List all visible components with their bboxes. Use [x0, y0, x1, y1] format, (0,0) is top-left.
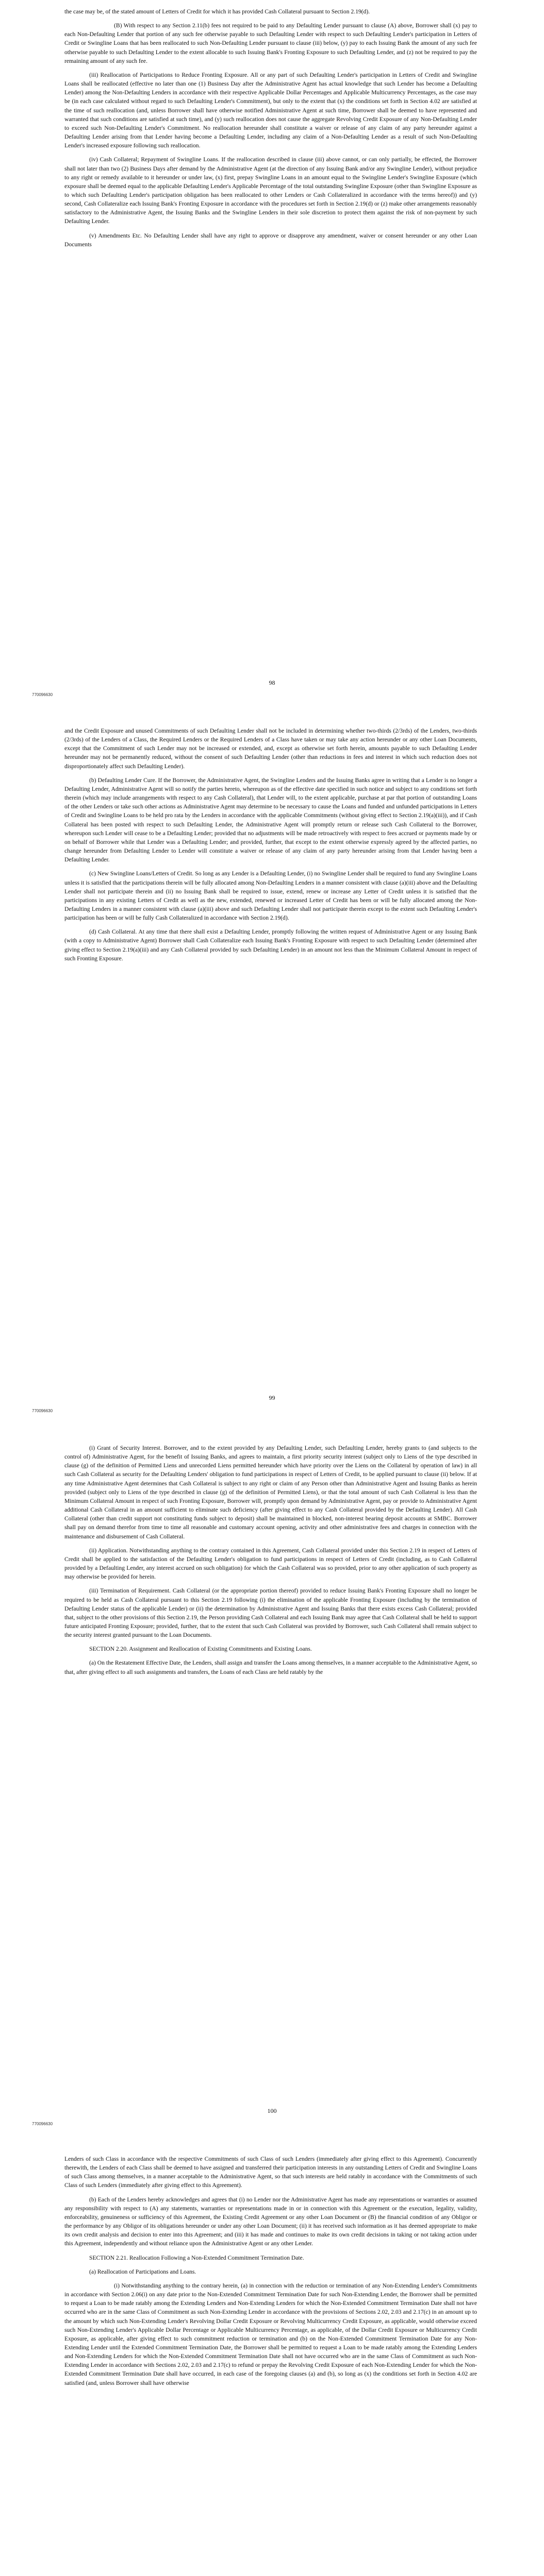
paragraph: (c) New Swingline Loans/Letters of Credit. So long as any Lender is a Defaulting Lender, (i) no Swingline Lender shall be required to fund any Swingline Loans unless it is satisfied that the participations therein will be fully allocated among Non-Defaulting Lenders in a manner consistent with clause (a)(iii) above and the Defaulting Lender shall not participate therein and (ii) no Issuing Bank shall be required to issue, extend, renew or increase any Letter of Credit unless it is satisfied that the participations in any existing Letters of Credit as well as the new, extended, renewed or increased Letter of Credit has been or will be fully allocated among the Non-Defaulting Lenders in a manner consistent with clause (a)(iii) above and such Defaulting Lender shall not participate therein except to the extent such Defaulting Lender's participation has been or will be fully Cash Collateralized in accordance with Section 2.19(d).	[64, 870, 477, 922]
document-id: 770096630	[32, 1409, 53, 1413]
page-100-body	[64, 1444, 477, 1682]
paragraph: (v) Amendments Etc. No Defaulting Lender shall have any right to approve or disapprove any amendment, waiver or consent hereunder or any other Loan Documents	[64, 232, 477, 248]
section-heading: SECTION 2.20. Assignment and Reallocation of Existing Commitments and Existing Loans.	[89, 1646, 312, 1653]
page-number: 99	[269, 1394, 275, 1401]
page-98-body	[64, 7, 477, 254]
section-heading: SECTION 2.21. Reallocation Following a Non-Extended Commitment Termination Date.	[89, 2254, 304, 2261]
paragraph: (iii) Reallocation of Participations to Reduce Fronting Exposure. All or any part of such Defaulting Lender's participation in Letters of Credit and Swingline Loans shall be reallocated (effective no later than one (1) Business Day after the Administrative Agent has actual knowledge that such Lender has become a Defaulting Lender) among the Non-Defaulting Lenders in accordance with their respective Applicable Dollar Percentages and Applicable Multicurrency Percentages, as the case may be (in each case calculated without regard to such Defaulting Lender's Commitment), but only to the extent that (x) the conditions set forth in Section 4.02 are satisfied at the time of such reallocation (and, unless Borrower shall have otherwise notified Administrative Agent at such time, Borrower shall be deemed to have represented and warranted that such conditions are satisfied at such time), and (y) such reallocation does not cause the aggregate Revolving Credit Exposure of any Non-Defaulting Lender to exceed such Non-Defaulting Lender's Commitment. No reallocation hereunder shall constitute a waiver or release of any claim of any party hereunder against a Defaulting Lender arising from that Lender having become a Defaulting Lender, including any claim of a Non-Defaulting Lender as a result of such Non-Defaulting Lender's increased exposure following such reallocation.	[64, 71, 477, 149]
paragraph: (iv) Cash Collateral; Repayment of Swingline Loans. If the reallocation described in clause (iii) above cannot, or can only partially, be effected, the Borrower shall not later than two (2) Business Days after demand by the Administrative Agent (at the direction of any Issuing Bank and/or any Swingline Lender), without prejudice to any right or remedy available to it hereunder or under law, (x) first, prepay Swingline Loans in an amount equal to the Swingline Lender's Swingline Exposure (which exposure shall be deemed equal to the applicable Defaulting Lender's Applicable Percentage of the total outstanding Swingline Exposure (other than Swingline Exposure as to which such Defaulting Lender's participation obligation has been reallocated to other Lenders or Cash Collateralized in accordance with the terms hereof)) and (y) second, Cash Collateralize each Issuing Bank's Fronting Exposure in accordance with the procedures set forth in Section 2.19(d) or (z) make other arrangements reasonably satisfactory to the Administrative Agent, the Issuing Banks and the Swingline Lenders in their sole discretion to protect them against the risk of non-payment by such Defaulting Lender.	[64, 156, 477, 225]
document-id: 770096630	[32, 692, 53, 697]
paragraph: (a) On the Restatement Effective Date, the Lenders, shall assign and transfer the Loans among themselves, in a manner acceptable to the Administrative Agent, so that, after giving effect to all such assignments and transfers, the Loans of each Class are held ratably by the	[64, 1659, 477, 1675]
paragraph: and the Credit Exposure and unused Commitments of such Defaulting Lender shall not be included in determining whether two-thirds (2/3rds) of the Lenders, two-thirds (2/3rds) of the Lenders of a Class, the Required Lenders or the Required Lenders of a Class have taken or may take any action hereunder or any other Loan Documents, except that the Commitment of such Lender may not be increased or extended, and, except as otherwise set forth herein, amounts payable to such Defaulting Lender hereunder may not be permanently reduced, without the consent of such Defaulting Lender (other than reductions in fees and interest in which such reduction does not disproportionately affect such Defaulting Lender).	[64, 727, 477, 770]
paragraph: (i) Grant of Security Interest. Borrower, and to the extent provided by any Defaulting Lender, such Defaulting Lender, hereby grants to (and subjects to the control of) Administrative Agent, for the benefit of Issuing Banks, and agrees to maintain, a first priority security interest (subject only to Liens of the type described in clause (g) of the definition of Permitted Liens and unrecorded Liens permitted hereunder which have priority over the Liens on the Collateral by operation of law) in all such Cash Collateral as security for the Defaulting Lenders' obligation to fund participations in respect of Letters of Credit, to be applied pursuant to clause (ii) below. If at any time Administrative Agent determines that Cash Collateral is subject to any right or claim of any Person other than Administrative Agent and Issuing Banks as herein provided (subject only to Liens of the type described in clause (g) of the definition of Permitted Liens), or that the total amount of such Cash Collateral is less than the Minimum Collateral Amount in respect of such Fronting Exposure, Borrower will, promptly upon demand by Administrative Agent, pay or provide to Administrative Agent additional Cash Collateral in an amount sufficient to eliminate such deficiency (after giving effect to any Cash Collateral provided by the Defaulting Lender). All Cash Collateral (other than credit support not constituting funds subject to deposit) shall be maintained in blocked, non-interest bearing deposit accounts at SMBC. Borrower shall pay on demand therefor from time to time all reasonable and customary account opening, activity and other administrative fees and charges in connection with the maintenance and disbursement of Cash Collateral.	[64, 1445, 477, 1540]
page-number: 100	[267, 2107, 277, 2114]
subsection-heading: (a) Reallocation of Participations and Loans.	[89, 2268, 196, 2275]
paragraph: (b) Each of the Lenders hereby acknowledges and agrees that (i) no Lender nor the Administrative Agent has made any representations or warranties or assumed any responsibility with respect to (A) any statements, warranties or representations made in or in connection with this Agreement or the execution, legality, validity, enforceability, genuineness or sufficiency of this Agreement, the Existing Credit Agreement or any other Loan Document or (B) the financial condition of any Obligor or the performance by any Obligor of its obligations hereunder or under any other Loan Document; (ii) it has received such information as it has deemed appropriate to make its own credit analysis and decision to enter into this Agreement; and (iii) it has made and continues to make its own credit decisions in taking or not taking action under this Agreement, independently and without reliance upon the Administrative Agent or any other Lender.	[64, 2196, 477, 2247]
document-id: 770096630	[32, 2122, 53, 2126]
paragraph: (B) With respect to any Section 2.11(b) fees not required to be paid to any Defaulting Lender pursuant to clause (A) above, Borrower shall (x) pay to each Non-Defaulting Lender that portion of any such fee otherwise payable to such Defaulting Lender with respect to such Defaulting Lender's participation in Letters of Credit or Swingline Loans that has been reallocated to such Non-Defaulting Lender pursuant to clause (iii) below, (y) pay to each Issuing Bank the amount of any such fee otherwise payable to such Defaulting Lender to the extent allocable to such Issuing Bank's Fronting Exposure to such Defaulting Lender, and (z) not be required to pay the remaining amount of any such fee.	[64, 22, 477, 64]
paragraph: (ii) Application. Notwithstanding anything to the contrary contained in this Agreement, Cash Collateral provided under this Section 2.19 in respect of Letters of Credit shall be applied to the satisfaction of the Defaulting Lender's obligation to fund participations in respect of Letters of Credit (including, as to Cash Collateral provided by a Defaulting Lender, any interest accrued on such obligation) for which the Cash Collateral was so provided, prior to any other application of such property as may otherwise be provided for herein.	[64, 1547, 477, 1581]
page-number: 98	[269, 679, 275, 686]
paragraph: (d) Cash Collateral. At any time that there shall exist a Defaulting Lender, promptly following the written request of Administrative Agent or any Issuing Bank (with a copy to Administrative Agent) Borrower shall Cash Collateralize each Issuing Bank's Fronting Exposure with respect to such Defaulting Lender (determined after giving effect to Section 2.19(a)(iii) and any Cash Collateral provided by such Defaulting Lender) in an amount not less than the Minimum Collateral Amount in respect of such Fronting Exposure.	[64, 928, 477, 962]
paragraph: (b) Defaulting Lender Cure. If the Borrower, the Administrative Agent, the Swingline Lenders and the Issuing Banks agree in writing that a Lender is no longer a Defaulting Lender, Administrative Agent will so notify the parties hereto, whereupon as of the effective date specified in such notice and subject to any conditions set forth therein (which may include arrangements with respect to any Cash Collateral), that Lender will, to the extent applicable, purchase at par that portion of outstanding Loans of the other Lenders or take such other actions as Administrative Agent may determine to be necessary to cause the Loans and funded and unfunded participations in Letters of Credit and Swingline Loans to be held pro rata by the Lenders in accordance with the applicable Commitments (without giving effect to Section 2.19(a)(iii)), and if Cash Collateral has been posted with respect to such Defaulting Lender, the Administrative Agent will promptly return or release such Cash Collateral to the Borrower, whereupon such Lender will cease to be a Defaulting Lender; provided that no adjustments will be made retroactively with respect to fees accrued or payments made by or on behalf of Borrower while that Lender was a Defaulting Lender; and provided, further, that except to the extent otherwise expressly agreed by the affected parties, no change hereunder from Defaulting Lender to Lender will constitute a waiver or release of any claim of any party hereunder arising from that Lender having been a Defaulting Lender.	[64, 776, 477, 863]
page-101-body	[64, 2155, 477, 2393]
paragraph: the case may be, of the stated amount of Letters of Credit for which it has provided Cash Collateral pursuant to Section 2.19(d).	[64, 8, 370, 15]
paragraph: (iii) Termination of Requirement. Cash Collateral (or the appropriate portion thereof) provided to reduce Issuing Bank's Fronting Exposure shall no longer be required to be held as Cash Collateral pursuant to this Section 2.19 following (i) the elimination of the applicable Fronting Exposure (including by the termination of Defaulting Lender status of the applicable Lender) or (ii) the determination by Administrative Agent and Issuing Banks that there exists excess Cash Collateral; provided that, subject to the other provisions of this Section 2.19, the Person providing Cash Collateral and each Issuing Bank may agree that Cash Collateral shall be held to support future anticipated Fronting Exposure; provided, further, that to the extent that such Cash Collateral was provided by Borrower, such Cash Collateral shall remain subject to the security interest granted pursuant to the Loan Documents.	[64, 1587, 477, 1639]
paragraph: Lenders of such Class in accordance with the respective Commitments of such Class of such Lenders (immediately after giving effect to this Agreement). Concurrently therewith, the Lenders of each Class shall be deemed to have assigned and transferred their participation interests in any outstanding Letters of Credit and Swingline Loans of such Class among themselves, in a manner acceptable to the Administrative Agent, so that such interests are held ratably in accordance with the Commitments of such Class of such Lenders (immediately after giving effect to this Agreement).	[64, 2156, 477, 2189]
paragraph: (i) Notwithstanding anything to the contrary herein, (a) in connection with the reduction or termination of any Non-Extending Lender's Commitments in accordance with Section 2.06(i) on any date prior to the Non-Extended Commitment Termination Date for such Non-Extending Lender, the Borrower shall be permitted to request a Loan to be made ratably among the Extending Lenders and Non-Extending Lenders for which the Non-Extended Commitment Termination Date shall not have occurred who are in the same Class of Commitment as such Non-Extending Lender in accordance with the provisions of Sections 2.02, 2.03 and 2.17(c) in an amount up to the amount by which such Non-Extending Lender's Revolving Dollar Credit Exposure or Revolving Multicurrency Credit Exposure, as applicable, would otherwise exceed such Non-Extending Lender's Applicable Dollar Percentage or Applicable Multicurrency Percentage, as applicable, of the Dollar Credit Exposure or Multicurrency Credit Exposure, as applicable, after giving effect to such commitment reduction or termination and (b) on the Non-Extended Commitment Termination Date for any Non-Extending Lender until the Extended Commitment Termination Date, the Borrower shall be permitted to request a Loan to be made ratably among the Extending Lenders and Non-Extending Lenders for which the Non-Extended Commitment Termination Date shall not have occurred who are in the same Class of Commitment as such Non-Extending Lender in accordance with Sections 2.02, 2.03 and 2.17(c) to refund or prepay the Revolving Credit Exposure of each Non-Extending Lender for which the Non-Extended Commitment Termination Date shall have occurred, in each case of the foregoing clauses (a) and (b), so long as (x) the conditions set forth in Section 4.02 are satisfied (and, unless Borrower shall have otherwise	[64, 2282, 477, 2386]
page-99-body	[64, 726, 477, 968]
